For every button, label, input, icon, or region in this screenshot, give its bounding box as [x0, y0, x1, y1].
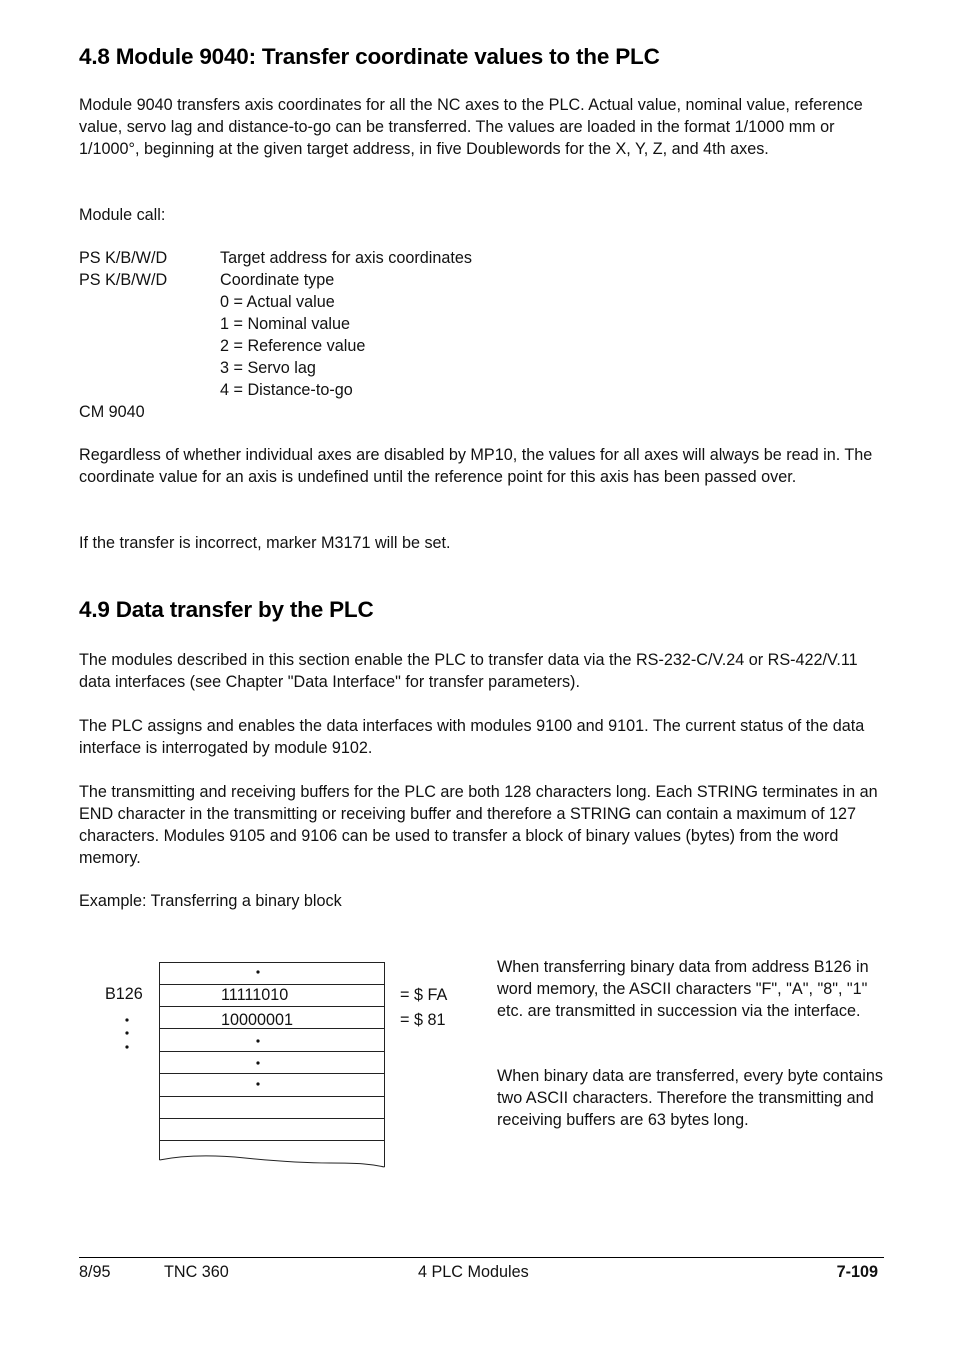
call-command: PS K/B/W/D: [79, 271, 168, 289]
byte-value-1: 11111010: [221, 986, 289, 1004]
hex-value-1: = $ FA: [400, 986, 448, 1004]
section-title-4-8: 4.8 Module 9040: Transfer coordinate values to the PLC: [79, 44, 660, 69]
marker-paragraph: If the transfer is incorrect, marker M3171 will be set.: [79, 534, 451, 552]
footer-page-number: 7-109: [836, 1263, 878, 1281]
module-call-label: Module call:: [79, 206, 166, 224]
footer-date: 8/95: [79, 1263, 111, 1281]
call-description: 3 = Servo lag: [220, 359, 316, 377]
address-label: B126: [105, 985, 143, 1003]
call-description: 4 = Distance-to-go: [220, 381, 353, 399]
call-command: CM 9040: [79, 403, 145, 421]
footer-chapter: 4 PLC Modules: [418, 1263, 529, 1281]
hex-value-2: = $ 81: [400, 1011, 446, 1029]
example-label: Example: Transferring a binary block: [79, 892, 342, 910]
interfaces-paragraph: The modules described in this section enable the PLC to transfer data via the RS-232-C/V.24 or RS-422/V.11 data interfaces (see Chapter "Data Interface" for transfer parameters).: [79, 651, 858, 691]
call-description: 1 = Nominal value: [220, 315, 351, 333]
axes-paragraph: Regardless of whether individual axes are disabled by MP10, the values for all axes will always be read in. The coordinate value for an axis is undefined until the reference point for this axis has been passed over.: [79, 446, 873, 486]
call-command: PS K/B/W/D: [79, 249, 168, 267]
modules-paragraph: The PLC assigns and enables the data interfaces with modules 9100 and 9101. The current status of the data interface is interrogated by module 9102.: [79, 717, 865, 757]
buffer-size-note: When binary data are transferred, every byte contains two ASCII characters. Therefore the transmitting and receiving buffers are 63 bytes long.: [497, 1067, 884, 1129]
buffers-paragraph: The transmitting and receiving buffers for the PLC are both 128 characters long. Each STRING terminates in an END character in the transmitting or receiving buffer and therefore a STRING can contain a maximum of 127 characters. Modules 9105 and 9106 can be used to transfer a block of binary values (bytes) from the word memory.: [79, 783, 878, 867]
call-description: 0 = Actual value: [220, 293, 335, 311]
call-description: Coordinate type: [220, 271, 335, 289]
footer-rule: [79, 1257, 884, 1258]
call-description: 2 = Reference value: [220, 337, 366, 355]
ascii-note: When transferring binary data from address B126 in word memory, the ASCII characters "F", "A", "8", "1" etc. are transmitted in succession via the interface.: [497, 958, 869, 1020]
byte-value-2: 10000001: [221, 1011, 294, 1029]
intro-paragraph: Module 9040 transfers axis coordinates for all the NC axes to the PLC. Actual value, nominal value, reference value, servo lag and distance-to-go can be transferred. The values are loaded in the format 1/1000 mm or 1/1000°, beginning at the given target address, in five Doublewords for the X, Y, Z, and 4th axes.: [79, 96, 863, 158]
call-description: Target address for axis coordinates: [220, 249, 472, 267]
footer-product: TNC 360: [164, 1263, 229, 1281]
section-title-4-9: 4.9 Data transfer by the PLC: [79, 597, 374, 622]
